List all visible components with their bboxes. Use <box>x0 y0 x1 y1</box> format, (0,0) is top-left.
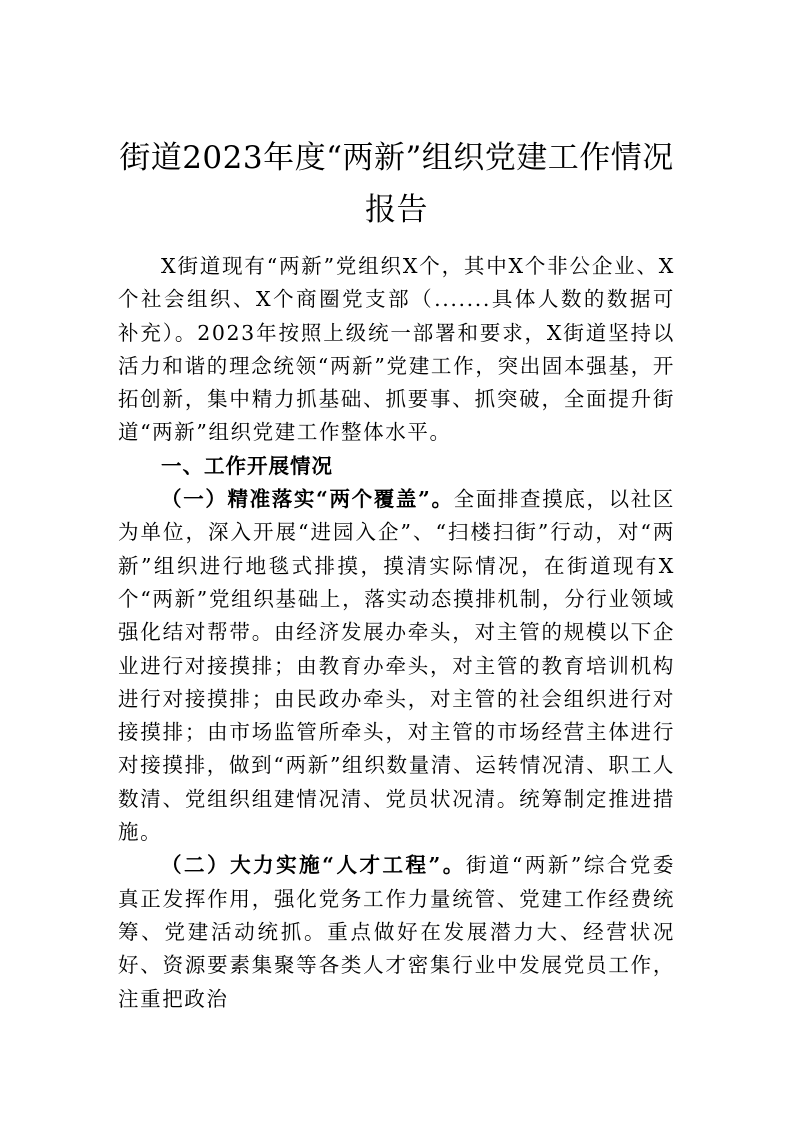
subsection-2-text: 街道“两新”综合党委真正发挥作用，强化党务工作力量统管、党建工作经费统筹、党建活动统抓。重点做好在发展潜力大、经营状况好、资源要素集聚等各类人才密集行业中发展党员工作，注重把政治 <box>118 853 675 1011</box>
subsection-1-paragraph <box>118 483 675 849</box>
section-heading: 一、工作开展情况 <box>161 453 334 478</box>
subsection-2-paragraph <box>118 849 675 1015</box>
document-title: 街道2023年度“两新”组织党建工作情况报告 <box>119 140 674 228</box>
subsection-1-heading: （一）精准落实“两个覆盖”。 <box>161 487 454 512</box>
subsection-1-text: 全面排查摸底，以社区为单位，深入开展“进园入企”、“扫楼扫街”行动，对“两新”组织进行地毯式排摸，摸清实际情况，在街道现有X个“两新”党组织基础上，落实动态摸排机制，分行业领域强化结对帮带。由经济发展办牵头，对主管的规模以下企业进行对接摸排；由教育办牵头，对主管的教育培训机构进行对接摸排；由民政办牵头，对主管的社会组织进行对接摸排；由市场监管所牵头，对主管的市场经营主体进行对接摸排，做到“两新”组织数量清、运转情况清、职工人数清、党组织组建情况清、党员状况清。统筹制定推进措施。 <box>118 487 676 845</box>
subsection-2-heading: （二）大力实施“人才工程”。 <box>161 853 466 878</box>
intro-paragraph: X街道现有“两新”党组织X个，其中X个非公企业、X个社会组织、X个商圈党支部（.......具体人数的数据可补充）。2023年按照上级统一部署和要求，X街道坚持以活力和谐的理念统领“两新”党建工作，突出固本强基，开拓创新，集中精力抓基础、抓要事、抓突破，全面提升街道“两新”组织党建工作整体水平。 <box>118 254 675 445</box>
document-body <box>118 250 675 1016</box>
